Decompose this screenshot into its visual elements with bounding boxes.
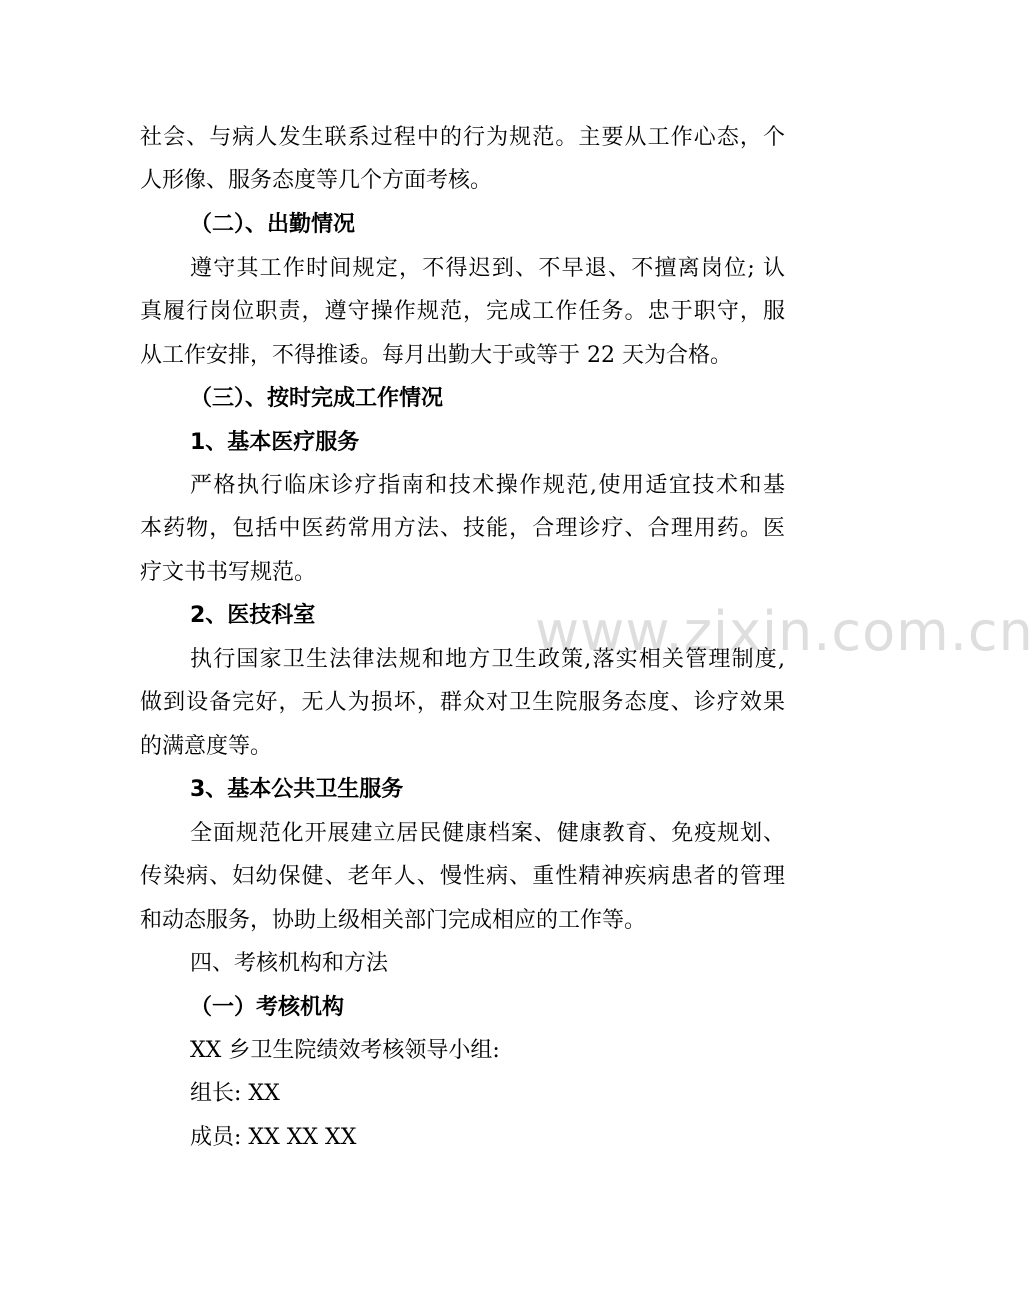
paragraph-line: 人形像、服务态度等几个方面考核。 xyxy=(140,168,493,193)
paragraph-line: 传染病、妇幼保健、老年人、慢性病、重性精神疾病患者的管理 xyxy=(140,864,785,889)
paragraph-line: 严格执行临床诊疗指南和技术操作规范,使用适宜技术和基 xyxy=(190,473,785,498)
paragraph-line: 的满意度等。 xyxy=(140,734,273,759)
section-heading-four: 四、考核机构和方法 xyxy=(190,951,389,976)
subheading-medtech: 2、医技科室 xyxy=(190,603,316,628)
paragraph-line: 和动态服务，协助上级相关部门完成相应的工作等。 xyxy=(140,908,647,933)
paragraph-line: 真履行岗位职责，遵守操作规范，完成工作任务。忠于职守，服 xyxy=(140,299,785,324)
watermark: www.zixin.com.cn xyxy=(535,600,1034,663)
subheading-public-health: 3、基本公共卫生服务 xyxy=(190,777,404,802)
paragraph-line: 执行国家卫生法律法规和地方卫生政策,落实相关管理制度, xyxy=(190,647,785,672)
paragraph-line: 做到设备完好，无人为损坏，群众对卫生院服务态度、诊疗效果 xyxy=(140,690,785,715)
paragraph-line: 从工作安排，不得推诿。每月出勤大于或等于 22 天为合格。 xyxy=(140,343,732,368)
paragraph-line: 遵守其工作时间规定，不得迟到、不早退、不擅离岗位; 认 xyxy=(190,256,785,281)
section-heading-attendance: （二）、出勤情况 xyxy=(190,212,356,237)
group-members-line: 成员: XX XX XX xyxy=(190,1125,357,1150)
paragraph-line: 本药物，包括中医药常用方法、技能，合理诊疗、合理用药。医 xyxy=(140,516,785,541)
paragraph-line: 疗文书书写规范。 xyxy=(140,560,317,585)
paragraph-line: XX 乡卫生院绩效考核领导小组: xyxy=(190,1038,500,1063)
group-leader-line: 组长: XX xyxy=(190,1081,280,1106)
subheading-org: （一）考核机构 xyxy=(190,995,345,1020)
section-heading-ontime: （三）、按时完成工作情况 xyxy=(190,386,444,411)
paragraph-line: 社会、与病人发生联系过程中的行为规范。主要从工作心态，个 xyxy=(140,125,785,150)
paragraph-line: 全面规范化开展建立居民健康档案、健康教育、免疫规划、 xyxy=(190,821,785,846)
subheading-basic-medical: 1、基本医疗服务 xyxy=(190,430,360,455)
